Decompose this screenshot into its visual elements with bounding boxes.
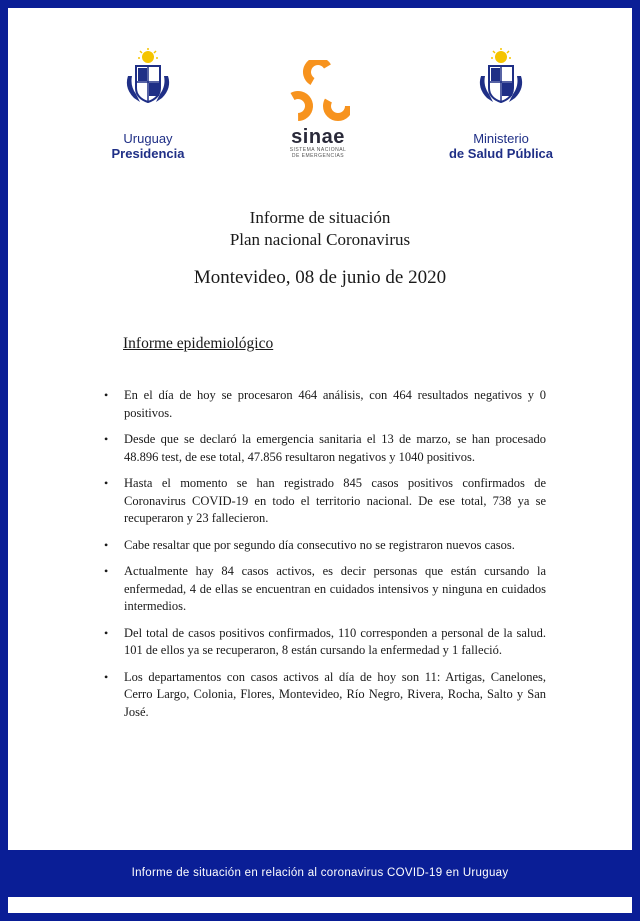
bullet-text: Del total de casos positivos confirmados, 110 corresponden a personal de la salud. 101 de ellos ya se recuperaron, 8 están cursando la enfermedad y 1 falleció. xyxy=(124,625,546,657)
presidencia-line1: Uruguay xyxy=(123,131,173,146)
list-item xyxy=(100,669,546,722)
bullet-text: Cabe resaltar que por segundo día consecutivo no se registraron nuevos casos. xyxy=(124,537,515,552)
bullet-icon: • xyxy=(104,564,109,578)
uruguay-coat-of-arms-icon xyxy=(471,48,531,108)
uruguay-coat-of-arms-icon xyxy=(118,48,178,108)
bullet-icon: • xyxy=(104,432,109,446)
bullet-text: Desde que se declaró la emergencia sanitaria el 13 de marzo, se han procesado 48.896 test, de ese total, 47.856 resultaron negativos y 1040 positivos. xyxy=(124,432,546,464)
report-title-block xyxy=(8,207,632,290)
report-title: Informe de situación xyxy=(249,208,391,227)
msp-line2: de Salud Pública xyxy=(448,146,554,161)
bullet-list xyxy=(100,387,546,730)
section-heading: Informe epidemiológico xyxy=(123,335,274,352)
bullet-text: Los departamentos con casos activos al día de hoy son 11: Artigas, Canelones, Cerro Largo, Colonia, Flores, Montevideo, Río Negro, Rivera, Rocha, Salto y San José. xyxy=(124,669,546,719)
bullet-icon: • xyxy=(104,388,109,402)
bullet-icon: • xyxy=(104,625,109,640)
bullet-icon: • xyxy=(104,537,109,552)
bullet-text: Actualmente hay 84 casos activos, es decir personas que están cursando la enfermedad, 4 de ellas se encuentran en cuidados intensivos y ninguna en cuidados intermedios. xyxy=(124,564,546,613)
report-subtitle: Plan nacional Coronavirus xyxy=(229,230,411,249)
list-item xyxy=(100,431,546,466)
bullet-text: Hasta el momento se han registrado 845 casos positivos confirmados de Coronavirus COVID-19 en todo el territorio nacional. De ese total, 738 ya se recuperaron y 23 fallecieron. xyxy=(124,476,546,525)
sinae-subtitle-line1: SISTEMA NACIONAL xyxy=(289,147,347,153)
sinae-subtitle-line2: DE EMERGENCIAS xyxy=(291,153,345,159)
report-date: Montevideo, 08 de junio de 2020 xyxy=(193,267,447,288)
sinae-logo xyxy=(270,48,366,159)
list-item xyxy=(100,625,546,660)
bullet-icon: • xyxy=(104,669,109,684)
list-item xyxy=(100,475,546,528)
list-item xyxy=(100,387,546,422)
footer-banner: Informe de situación en relación al coronavirus COVID-19 en Uruguay xyxy=(8,850,632,897)
logo-bar xyxy=(8,48,632,178)
msp-line1: Ministerio xyxy=(473,131,529,146)
bullet-icon: • xyxy=(104,476,109,490)
bullet-text: En el día de hoy se procesaron 464 análisis, con 464 resultados negativos y 0 positivos. xyxy=(124,388,546,420)
sinae-wordmark: sinae xyxy=(291,126,345,148)
list-item xyxy=(100,563,546,616)
presidencia-line2: Presidencia xyxy=(111,146,185,161)
msp-logo xyxy=(426,48,576,161)
list-item xyxy=(100,537,546,555)
document-page xyxy=(8,8,632,913)
presidencia-logo xyxy=(88,48,208,161)
sinae-emblem-icon xyxy=(286,60,350,122)
